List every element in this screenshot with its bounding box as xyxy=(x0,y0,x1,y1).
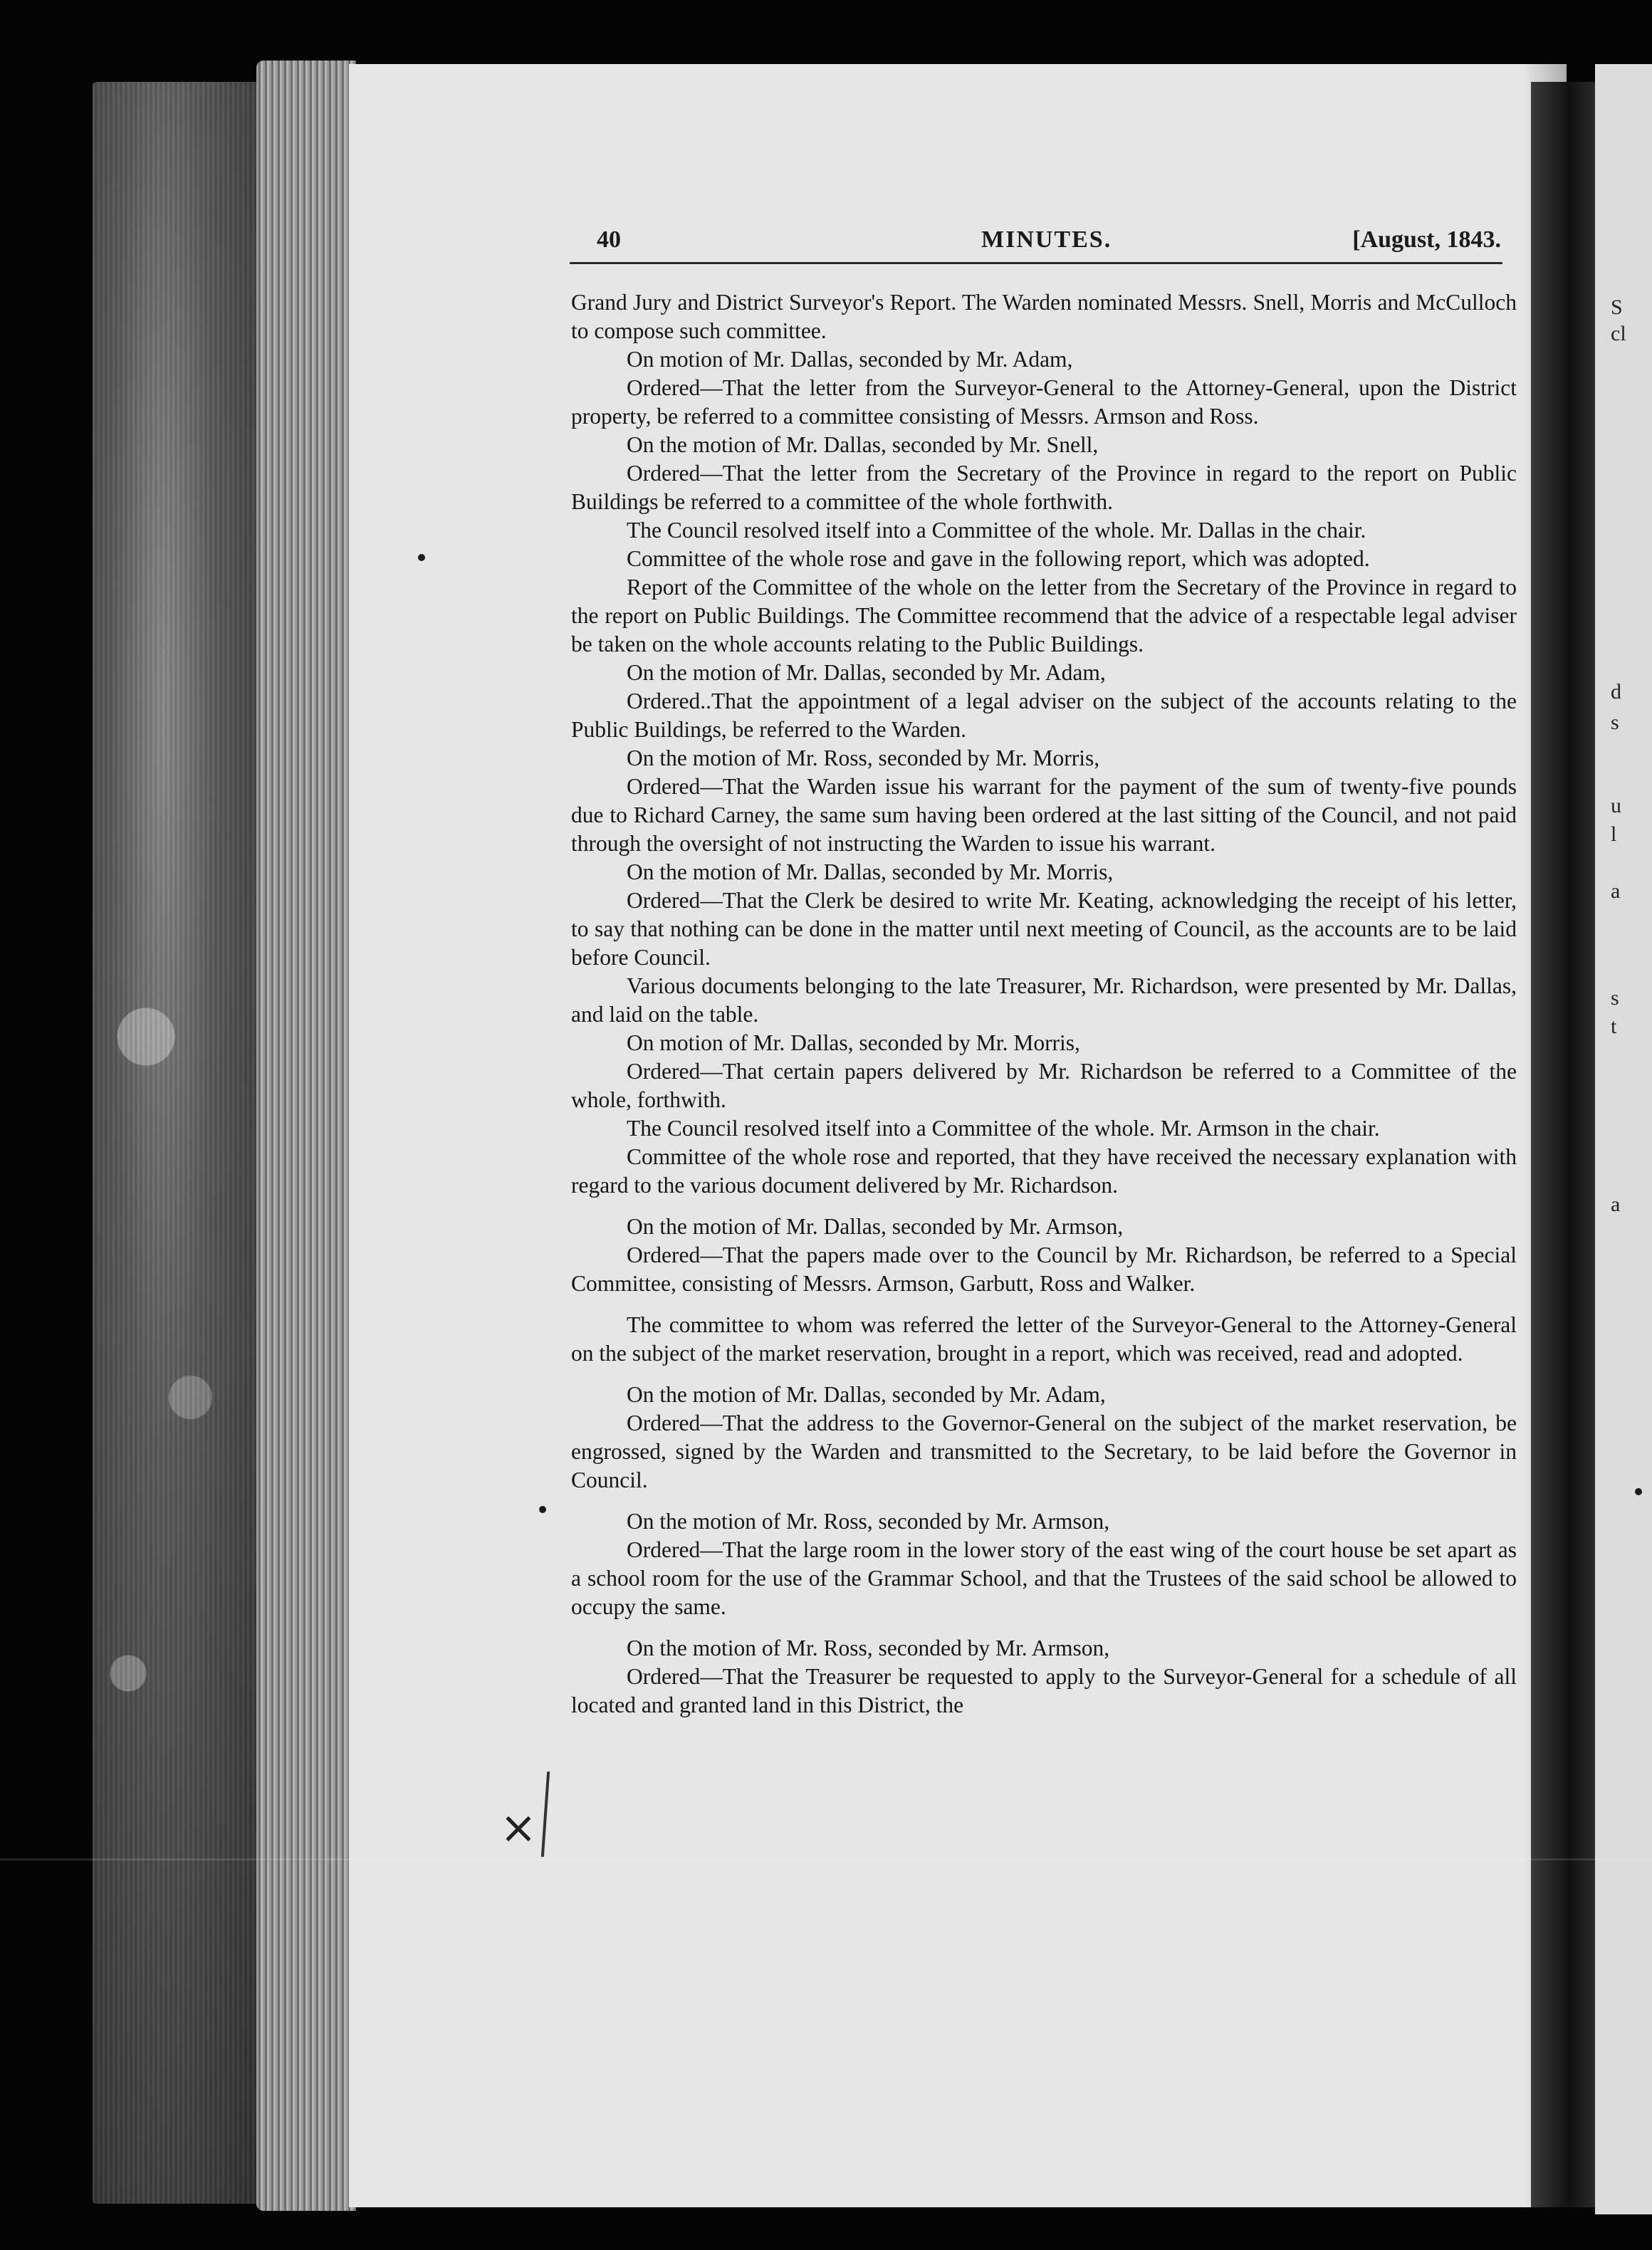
next-page-fragment: a xyxy=(1611,879,1621,903)
page-number: 40 xyxy=(597,226,621,253)
scan-artifact-line xyxy=(0,1858,1652,1861)
header-rule xyxy=(570,262,1502,264)
paragraph: Ordered—That the letter from the Surveyor-General to the Attorney-General, upon the District property, be referred to a committee consisting of Messrs. Armson and Ross. xyxy=(571,375,1517,429)
paragraph: Ordered—That certain papers delivered by Mr. Richardson be referred to a Committee of the whole, forthwith. xyxy=(571,1059,1517,1112)
paragraph: Grand Jury and District Surveyor's Report. The Warden nominated Messrs. Snell, Morris and McCulloch to compose such committee. xyxy=(571,290,1517,343)
paragraph: On the motion of Mr. Dallas, seconded by Mr. Morris, xyxy=(627,859,1114,884)
paragraph: On the motion of Mr. Dallas, seconded by Mr. Snell, xyxy=(627,432,1099,457)
paragraph: Committee of the whole rose and reported, that they have received the necessary explanation with regard to the various document delivered by Mr. Richardson. xyxy=(571,1144,1517,1198)
next-page-fragment: d xyxy=(1611,680,1621,703)
paragraph: Ordered—That the address to the Governor-General on the subject of the market reservation, be engrossed, signed by the Warden and transmitted to the Secretary, to be laid before the Governor in Council. xyxy=(571,1411,1517,1492)
book-cover-edge xyxy=(93,82,271,2204)
paragraph: The committee to whom was referred the letter of the Surveyor-General to the Attorney-General on the subject of the market reservation, brought in a report, which was received, read and adopted. xyxy=(571,1312,1517,1366)
paragraph: Ordered—That the Treasurer be requested to apply to the Surveyor-General for a schedule of all located and granted land in this District, the xyxy=(571,1664,1517,1717)
handwritten-x-mark: × xyxy=(500,1801,537,1853)
paragraph: On motion of Mr. Dallas, seconded by Mr. Morris, xyxy=(627,1030,1080,1055)
paragraph: On the motion of Mr. Ross, seconded by Mr. Armson, xyxy=(627,1636,1110,1660)
next-page-fragment: a xyxy=(1611,1193,1621,1216)
page-date: [August, 1843. xyxy=(1352,226,1501,253)
margin-dot xyxy=(1635,1488,1642,1495)
next-page-fragment: s xyxy=(1611,711,1619,734)
page-edges xyxy=(256,61,356,2211)
page-title: MINUTES. xyxy=(981,226,1112,253)
paragraph: The Council resolved itself into a Committee of the whole. Mr. Dallas in the chair. xyxy=(627,518,1366,543)
running-header xyxy=(597,226,1501,262)
paragraph: On the motion of Mr. Ross, seconded by Mr. Armson, xyxy=(627,1509,1110,1534)
paragraph: On the motion of Mr. Dallas, seconded by Mr. Armson, xyxy=(627,1214,1124,1239)
paragraph: Various documents belonging to the late Treasurer, Mr. Richardson, were presented by Mr. Dallas, and laid on the table. xyxy=(571,973,1517,1027)
paragraph: Ordered..That the appointment of a legal adviser on the subject of the accounts relating to the Public Buildings, be referred to the Warden. xyxy=(571,689,1517,742)
next-page-fragment: S xyxy=(1611,295,1623,319)
paragraph: Ordered—That the letter from the Secretary of the Province in regard to the report on Public Buildings be referred to a committee of the whole forthwith. xyxy=(571,461,1517,514)
margin-dot xyxy=(539,1506,546,1513)
paragraph: Committee of the whole rose and gave in the following report, which was adopted. xyxy=(627,546,1370,571)
next-page-fragment: l xyxy=(1611,822,1617,846)
margin-dot xyxy=(418,554,425,561)
paragraph: On the motion of Mr. Dallas, seconded by Mr. Adam, xyxy=(627,1382,1106,1407)
paragraph: On motion of Mr. Dallas, seconded by Mr. Adam, xyxy=(627,347,1073,372)
paragraph: The Council resolved itself into a Committee of the whole. Mr. Armson in the chair. xyxy=(627,1116,1380,1141)
paragraph: On the motion of Mr. Dallas, seconded by Mr. Adam, xyxy=(627,660,1106,685)
next-page-fragment: cl xyxy=(1611,322,1626,345)
next-page-fragment: s xyxy=(1611,986,1619,1010)
paragraph: Ordered—That the Warden issue his warrant for the payment of the sum of twenty-five pounds due to Richard Carney, the same sum having been ordered at the last sitting of the Council, and not paid through the oversight of not instructing the Warden to issue his warrant. xyxy=(571,774,1517,856)
paragraph: Ordered—That the large room in the lower story of the east wing of the court house be set apart as a school room for the use of the Grammar School, and that the Trustees of the said school be allowed to occupy the same. xyxy=(571,1537,1517,1619)
next-page-fragment: t xyxy=(1611,1015,1617,1038)
paragraph: Ordered—That the Clerk be desired to write Mr. Keating, acknowledging the receipt of his letter, to say that nothing can be done in the matter until next meeting of Council, as the accounts are to be laid before Council. xyxy=(571,888,1517,970)
paragraph: On the motion of Mr. Ross, seconded by Mr. Morris, xyxy=(627,745,1100,770)
paragraph: Report of the Committee of the whole on the letter from the Secretary of the Province in regard to the report on Public Buildings. The Committee recommend that the advice of a respectable legal adviser be taken on the whole accounts relating to the Public Buildings. xyxy=(571,575,1517,656)
minutes-body xyxy=(571,288,1517,1720)
paragraph: Ordered—That the papers made over to the Council by Mr. Richardson, be referred to a Special Committee, consisting of Messrs. Armson, Garbutt, Ross and Walker. xyxy=(571,1242,1517,1296)
next-page-fragment: u xyxy=(1611,794,1621,817)
book-binding xyxy=(1531,82,1595,2207)
next-page-edge xyxy=(1595,64,1652,2214)
